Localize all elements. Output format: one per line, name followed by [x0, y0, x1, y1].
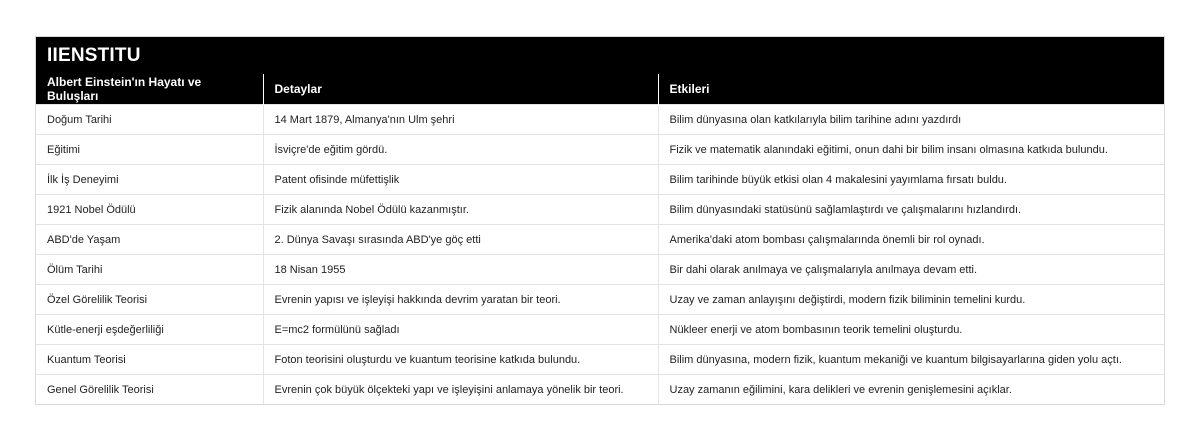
cell-topic: Ölüm Tarihi [36, 255, 263, 285]
header-details: Detaylar [263, 74, 658, 105]
cell-details: Patent ofisinde müfettişlik [263, 165, 658, 195]
table-row [36, 255, 1164, 285]
cell-details: 18 Nisan 1955 [263, 255, 658, 285]
cell-topic: İlk İş Deneyimi [36, 165, 263, 195]
table-row [36, 165, 1164, 195]
table-row [36, 315, 1164, 345]
cell-effects: Fizik ve matematik alanındaki eğitimi, onun dahi bir bilim insanı olmasına katkıda bulundu. [658, 135, 1164, 165]
table-header [36, 74, 1164, 105]
cell-details: İsviçre'de eğitim gördü. [263, 135, 658, 165]
cell-effects: Bilim tarihinde büyük etkisi olan 4 makalesini yayımlama fırsatı buldu. [658, 165, 1164, 195]
cell-topic: Kuantum Teorisi [36, 345, 263, 375]
cell-effects: Nükleer enerji ve atom bombasının teorik temelini oluşturdu. [658, 315, 1164, 345]
table-row [36, 375, 1164, 405]
header-row [36, 74, 1164, 105]
einstein-table-card [35, 36, 1165, 405]
brand-title: IIENSTITU [36, 37, 1164, 74]
cell-topic: 1921 Nobel Ödülü [36, 195, 263, 225]
table-row [36, 135, 1164, 165]
header-effects: Etkileri [658, 74, 1164, 105]
cell-effects: Bilim dünyasındaki statüsünü sağlamlaştırdı ve çalışmalarını hızlandırdı. [658, 195, 1164, 225]
cell-details: 2. Dünya Savaşı sırasında ABD'ye göç etti [263, 225, 658, 255]
cell-topic: Doğum Tarihi [36, 105, 263, 135]
cell-topic: Eğitimi [36, 135, 263, 165]
cell-effects: Uzay zamanın eğilimini, kara delikleri ve evrenin genişlemesini açıklar. [658, 375, 1164, 405]
cell-details: Fizik alanında Nobel Ödülü kazanmıştır. [263, 195, 658, 225]
cell-topic: Genel Görelilik Teorisi [36, 375, 263, 405]
einstein-table [36, 74, 1164, 404]
table-body [36, 105, 1164, 405]
cell-details: Evrenin çok büyük ölçekteki yapı ve işleyişini anlamaya yönelik bir teori. [263, 375, 658, 405]
cell-effects: Bilim dünyasına, modern fizik, kuantum mekaniği ve kuantum bilgisayarlarına giden yolu açtı. [658, 345, 1164, 375]
table-row [36, 345, 1164, 375]
cell-topic: Özel Görelilik Teorisi [36, 285, 263, 315]
cell-topic: Kütle-enerji eşdeğerliliği [36, 315, 263, 345]
cell-effects: Amerika'daki atom bombası çalışmalarında önemli bir rol oynadı. [658, 225, 1164, 255]
cell-details: E=mc2 formülünü sağladı [263, 315, 658, 345]
cell-details: 14 Mart 1879, Almanya'nın Ulm şehri [263, 105, 658, 135]
cell-details: Foton teorisini oluşturdu ve kuantum teorisine katkıda bulundu. [263, 345, 658, 375]
table-row [36, 195, 1164, 225]
table-row [36, 105, 1164, 135]
cell-topic: ABD'de Yaşam [36, 225, 263, 255]
cell-effects: Uzay ve zaman anlayışını değiştirdi, modern fizik biliminin temelini kurdu. [658, 285, 1164, 315]
table-row [36, 285, 1164, 315]
cell-effects: Bir dahi olarak anılmaya ve çalışmalarıyla anılmaya devam etti. [658, 255, 1164, 285]
cell-details: Evrenin yapısı ve işleyişi hakkında devrim yaratan bir teori. [263, 285, 658, 315]
table-row [36, 225, 1164, 255]
header-topic: Albert Einstein'ın Hayatı ve Buluşları [36, 74, 263, 105]
cell-effects: Bilim dünyasına olan katkılarıyla bilim tarihine adını yazdırdı [658, 105, 1164, 135]
